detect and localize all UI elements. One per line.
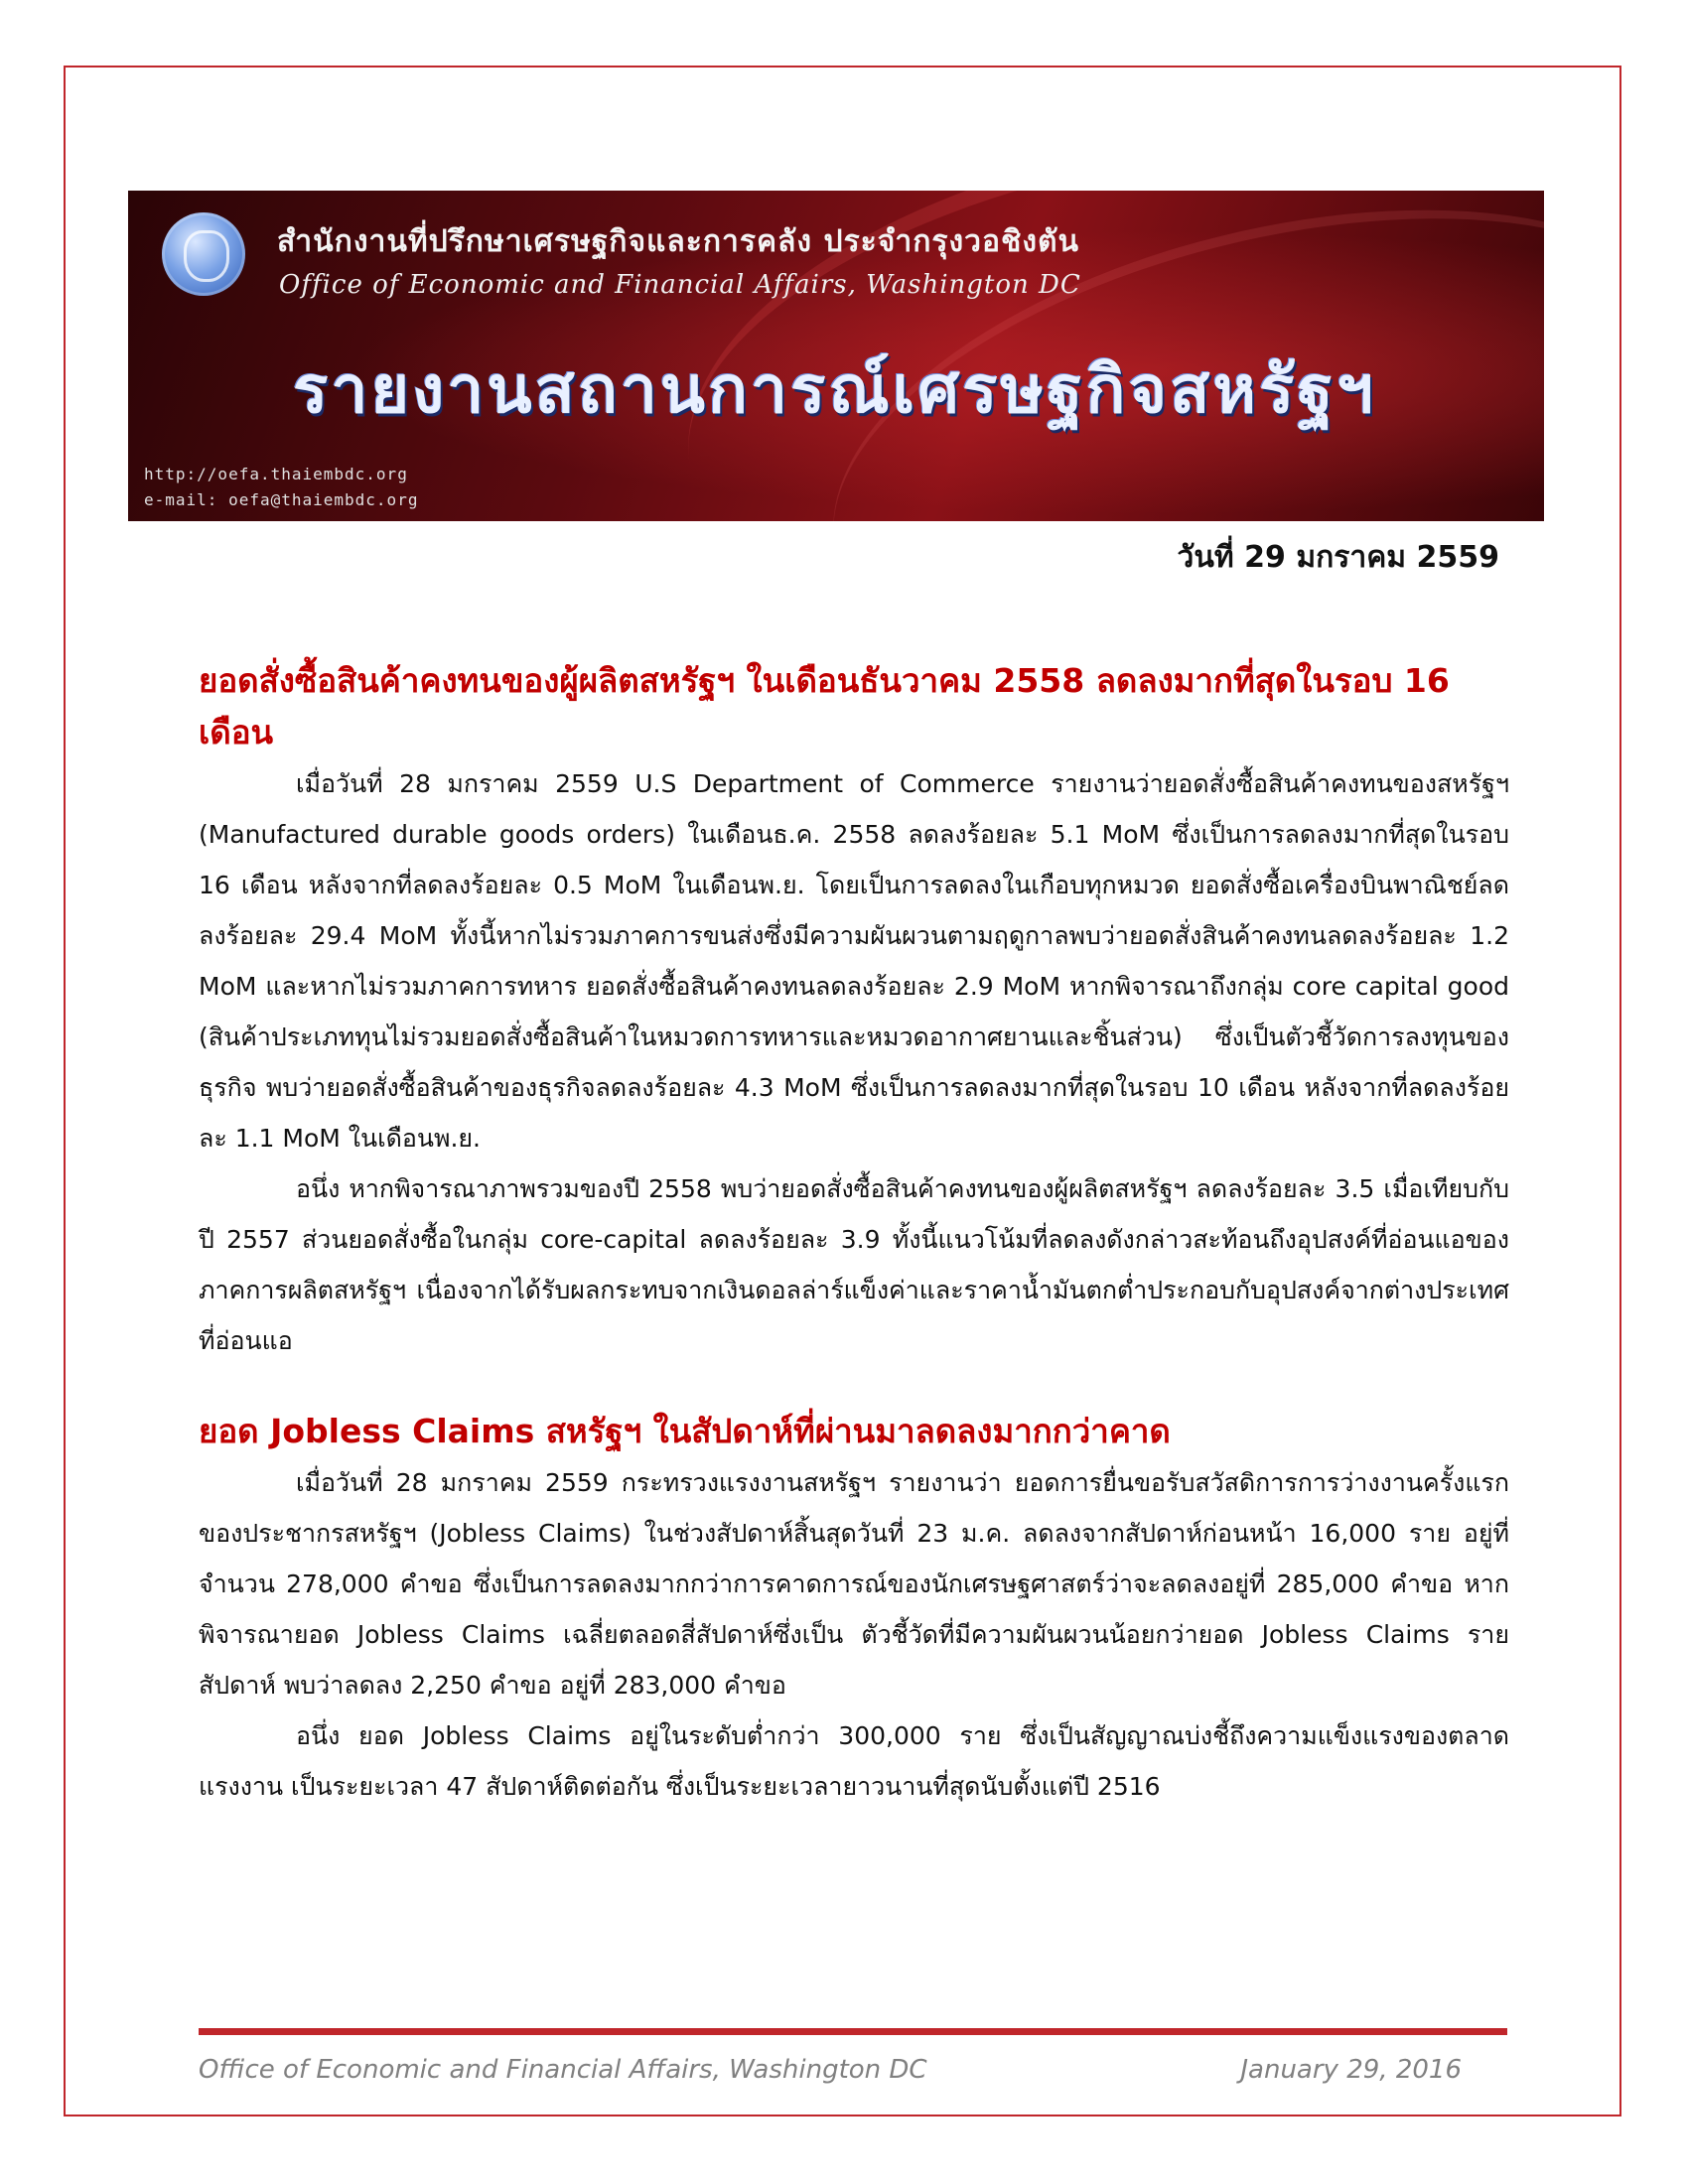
ministry-seal-icon [162, 212, 245, 296]
header-banner [128, 191, 1544, 521]
section-heading: ยอดสั่งซื้อสินค้าคงทนของผู้ผลิตสหรัฐฯ ในเดือนธันวาคม 2558 ลดลงมากที่สุดในรอบ 16 เดือน [199, 661, 1450, 751]
banner-email: e-mail: oefa@thaiembdc.org [144, 490, 419, 509]
paragraph: อนึ่ง หากพิจารณาภาพรวมของปี 2558 พบว่ายอดสั่งซื้อสินค้าคงทนของผู้ผลิตสหรัฐฯ ลดลงร้อยละ 3.5 เมื่อเทียบกับปี 2557 ส่วนยอดสั่งซื้อในกลุ่ม core-capital ลดลงร้อยละ 3.9 ทั้งนี้แนวโน้มที่ลดลงดังกล่าวสะท้อนถึงอุปสงค์ที่อ่อนแอของภาคการผลิตสหรัฐฯ เนื่องจากได้รับผลกระทบจากเงินดอลล่าร์แข็งค่าและราคาน้ำมันตกต่ำประกอบกับอุปสงค์จากต่างประเทศที่อ่อนแอ [199, 1174, 1509, 1355]
footer-date: January 29, 2016 [1240, 2055, 1462, 2085]
banner-url: http://oefa.thaiembdc.org [144, 465, 408, 483]
report-title: รายงานสถานการณ์เศรษฐกิจสหรัฐฯ [293, 350, 1376, 428]
main-content [199, 655, 1509, 1812]
section-heading: ยอด Jobless Claims สหรัฐฯ ในสัปดาห์ที่ผ่านมาลดลงมากกว่าคาด [199, 1412, 1171, 1450]
banner-title-thai: สำนักงานที่ปรึกษาเศรษฐกิจและการคลัง ประจำกรุงวอชิงตัน [277, 224, 1080, 259]
paragraph: เมื่อวันที่ 28 มกราคม 2559 U.S Department of Commerce รายงานว่ายอดสั่งซื้อสินค้าคงทนของสหรัฐฯ (Manufactured durable goods orders) ในเดือนธ.ค. 2558 ลดลงร้อยละ 5.1 MoM ซึ่งเป็นการลดลงมากที่สุดในรอบ 16 เดือน หลังจากที่ลดลงร้อยละ 0.5 MoM ในเดือนพ.ย. โดยเป็นการลดลงในเกือบทุกหมวด ยอดสั่งซื้อเครื่องบินพาณิชย์ลดลงร้อยละ 29.4 MoM ทั้งนี้หากไม่รวมภาคการขนส่งซึ่งมีความผันผวนตามฤดูกาลพบว่ายอดสั่งสินค้าคงทนลดลงร้อยละ 1.2 MoM และหากไม่รวมภาคการทหาร ยอดสั่งซื้อสินค้าคงทนลดลงร้อยละ 2.9 MoM หากพิจารณาถึงกลุ่ม core capital good (สินค้าประเภททุนไม่รวมยอดสั่งซื้อสินค้าในหมวดการทหารและหมวดอากาศยานและชิ้นส่วน) ซึ่งเป็นตัวชี้วัดการลงทุนของธุรกิจ พบว่ายอดสั่งซื้อสินค้าของธุรกิจลดลงร้อยละ 4.3 MoM ซึ่งเป็นการลดลงมากที่สุดในรอบ 10 เดือน หลังจากที่ลดลงร้อยละ 1.1 MoM ในเดือนพ.ย. [199, 769, 1509, 1153]
section-jobless-claims [199, 1406, 1509, 1812]
section-durable-goods [199, 655, 1509, 1366]
paragraph: เมื่อวันที่ 28 มกราคม 2559 กระทรวงแรงงานสหรัฐฯ รายงานว่า ยอดการยื่นขอรับสวัสดิการการว่างงานครั้งแรกของประชากรสหรัฐฯ (Jobless Claims) ในช่วงสัปดาห์สิ้นสุดวันที่ 23 ม.ค. ลดลงจากสัปดาห์ก่อนหน้า 16,000 ราย อยู่ที่จำนวน 278,000 คำขอ ซึ่งเป็นการลดลงมากกว่าการคาดการณ์ของนักเศรษฐศาสตร์ว่าจะลดลงอยู่ที่ 285,000 คำขอ หากพิจารณายอด Jobless Claims เฉลี่ยตลอดสี่สัปดาห์ซึ่งเป็น ตัวชี้วัดที่มีความผันผวนน้อยกว่ายอด Jobless Claims รายสัปดาห์ พบว่าลดลง 2,250 คำขอ อยู่ที่ 283,000 คำขอ [199, 1468, 1509, 1700]
footer-office: Office of Economic and Financial Affairs, Washington DC [199, 2055, 927, 2085]
banner-title-english: Office of Economic and Financial Affairs, Washington DC [279, 270, 1081, 300]
footer-divider [199, 2028, 1507, 2035]
paragraph: อนึ่ง ยอด Jobless Claims อยู่ในระดับต่ำกว่า 300,000 ราย ซึ่งเป็นสัญญาณบ่งชี้ถึงความแข็งแรงของตลาดแรงงาน เป็นระยะเวลา 47 สัปดาห์ติดต่อกัน ซึ่งเป็นระยะเวลายาวนานที่สุดนับตั้งแต่ปี 2516 [199, 1721, 1509, 1801]
report-date: วันที่ 29 มกราคม 2559 [1177, 540, 1499, 575]
